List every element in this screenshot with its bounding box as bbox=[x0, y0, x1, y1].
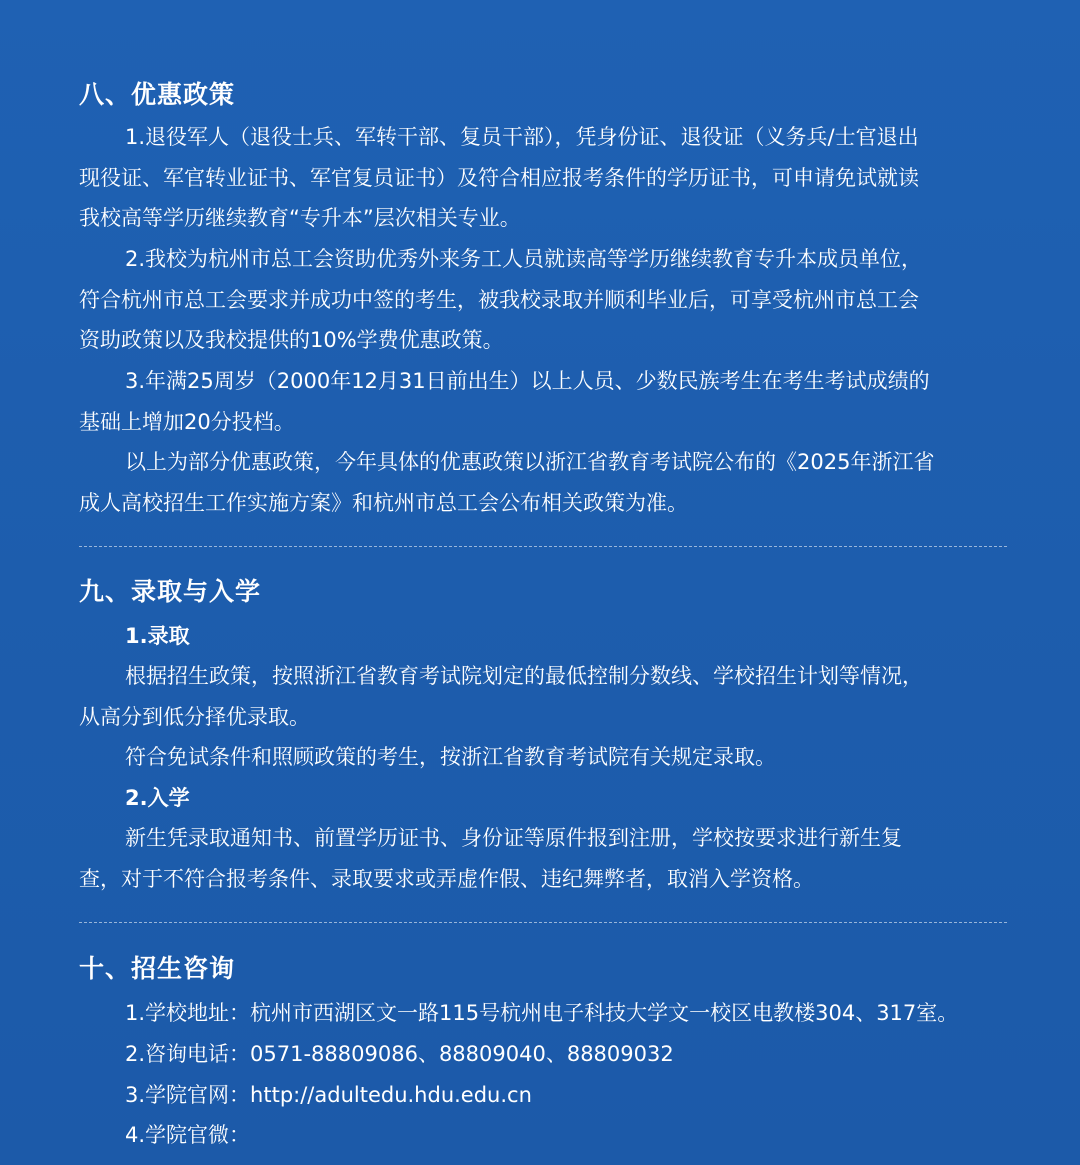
section-8-heading: 八、优惠政策 bbox=[79, 80, 236, 109]
paragraph-line: 基础上增加20分投档。 bbox=[79, 410, 295, 434]
paragraph-line: 以上为部分优惠政策，今年具体的优惠政策以浙江省教育考试院公布的《2025年浙江省 bbox=[125, 450, 935, 474]
contact-phone: 2.咨询电话：0571-88809086、88809040、88809032 bbox=[125, 1042, 674, 1066]
paragraph-line: 从高分到低分择优录取。 bbox=[79, 705, 310, 729]
contact-address: 1.学校地址：杭州市西湖区文一路115号杭州电子科技大学文一校区电教楼304、317室。 bbox=[125, 1001, 959, 1025]
section-divider bbox=[79, 922, 1007, 923]
paragraph-line: 2.我校为杭州市总工会资助优秀外来务工人员就读高等学历继续教育专升本成员单位， bbox=[125, 247, 923, 271]
subheading-enrollment: 2.入学 bbox=[125, 786, 190, 810]
contact-website: 3.学院官网：http://adultedu.hdu.edu.cn bbox=[125, 1083, 532, 1107]
paragraph-line: 3.年满25周岁（2000年12月31日前出生）以上人员、少数民族考生在考生考试成绩的 bbox=[125, 369, 930, 393]
section-9-heading: 九、录取与入学 bbox=[79, 577, 262, 606]
section-divider bbox=[79, 546, 1007, 547]
paragraph-line: 成人高校招生工作实施方案》和杭州市总工会公布相关政策为准。 bbox=[79, 491, 688, 515]
paragraph-line: 我校高等学历继续教育“专升本”层次相关专业。 bbox=[79, 206, 521, 230]
paragraph-line: 资助政策以及我校提供的10%学费优惠政策。 bbox=[79, 328, 504, 352]
paragraph-line: 1.退役军人（退役士兵、军转干部、复员干部），凭身份证、退役证（义务兵/士官退出 bbox=[125, 125, 919, 149]
paragraph-line: 符合杭州市总工会要求并成功中签的考生，被我校录取并顺利毕业后，可享受杭州市总工会 bbox=[79, 288, 919, 312]
subheading-admission: 1.录取 bbox=[125, 624, 190, 648]
paragraph-line: 查，对于不符合报考条件、录取要求或弄虚作假、违纪舞弊者，取消入学资格。 bbox=[79, 867, 814, 891]
contact-wechat: 4.学院官微： bbox=[125, 1123, 251, 1147]
paragraph-line: 符合免试条件和照顾政策的考生，按浙江省教育考试院有关规定录取。 bbox=[125, 745, 776, 769]
section-10-heading: 十、招生咨询 bbox=[79, 954, 236, 983]
paragraph-line: 新生凭录取通知书、前置学历证书、身份证等原件报到注册，学校按要求进行新生复 bbox=[125, 826, 902, 850]
paragraph-line: 根据招生政策，按照浙江省教育考试院划定的最低控制分数线、学校招生计划等情况， bbox=[125, 664, 923, 688]
paragraph-line: 现役证、军官转业证书、军官复员证书）及符合相应报考条件的学历证书，可申请免试就读 bbox=[79, 166, 919, 190]
